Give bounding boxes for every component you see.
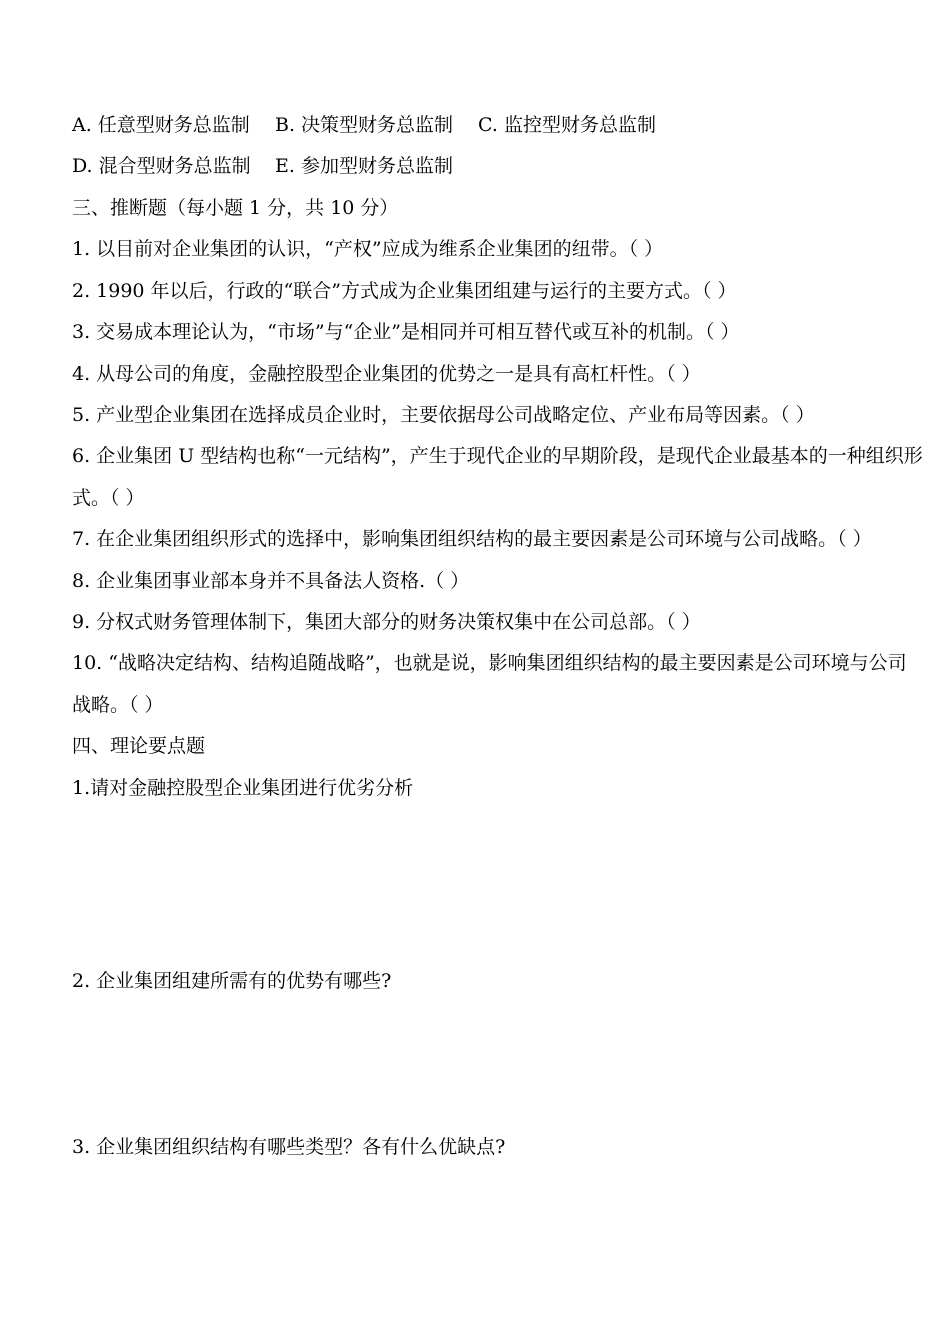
judgment-item-7: 7. 在企业集团组织形式的选择中，影响集团组织结构的最主要因素是公司环境与公司战略。（ ） [72, 528, 872, 550]
judgment-item-5: 5. 产业型企业集团在选择成员企业时，主要依据母公司战略定位、产业布局等因素。（ ） [72, 404, 815, 426]
theory-question-1: 1.请对金融控股型企业集团进行优劣分析 [72, 777, 414, 799]
options-row-2 [72, 154, 453, 178]
option-c: C. 监控型财务总监制 [478, 114, 656, 136]
judgment-item-3: 3. 交易成本理论认为，“市场”与“企业”是相同并可相互替代或互补的机制。（ ） [72, 321, 740, 343]
judgment-item-6: 6. 企业集团 U 型结构也称“一元结构”，产生于现代企业的早期阶段，是现代企业最基本的一种组织形 [72, 445, 923, 467]
options-row-1 [72, 113, 656, 137]
judgment-item-9: 9. 分权式财务管理体制下，集团大部分的财务决策权集中在公司总部。（ ） [72, 611, 701, 633]
option-e: E. 参加型财务总监制 [275, 155, 453, 177]
option-a: A. 任意型财务总监制 [72, 114, 250, 136]
judgment-item-10-continued: 战略。（ ） [72, 694, 164, 716]
judgment-item-6-continued: 式。（ ） [72, 487, 145, 509]
section-4-heading: 四、理论要点题 [72, 735, 206, 757]
judgment-item-2: 2. 1990 年以后，行政的“联合”方式成为企业集团组建与运行的主要方式。（ ） [72, 280, 737, 302]
option-d: D. 混合型财务总监制 [72, 155, 251, 177]
theory-question-3: 3. 企业集团组织结构有哪些类型？各有什么优缺点? [72, 1136, 506, 1158]
judgment-item-10: 10. “战略决定结构、结构追随战略”，也就是说，影响集团组织结构的最主要因素是公司环境与公司 [72, 652, 907, 674]
judgment-item-8: 8. 企业集团事业部本身并不具备法人资格.（ ） [72, 570, 470, 592]
section-3-heading: 三、推断题（每小题 1 分，共 10 分） [72, 197, 399, 219]
judgment-item-1: 1. 以目前对企业集团的认识，“产权”应成为维系企业集团的纽带。（ ） [72, 238, 664, 260]
judgment-item-4: 4. 从母公司的角度，金融控股型企业集团的优势之一是具有高杠杆性。（ ） [72, 363, 701, 385]
theory-question-2: 2. 企业集团组建所需有的优势有哪些? [72, 970, 392, 992]
option-b: B. 决策型财务总监制 [275, 114, 454, 136]
